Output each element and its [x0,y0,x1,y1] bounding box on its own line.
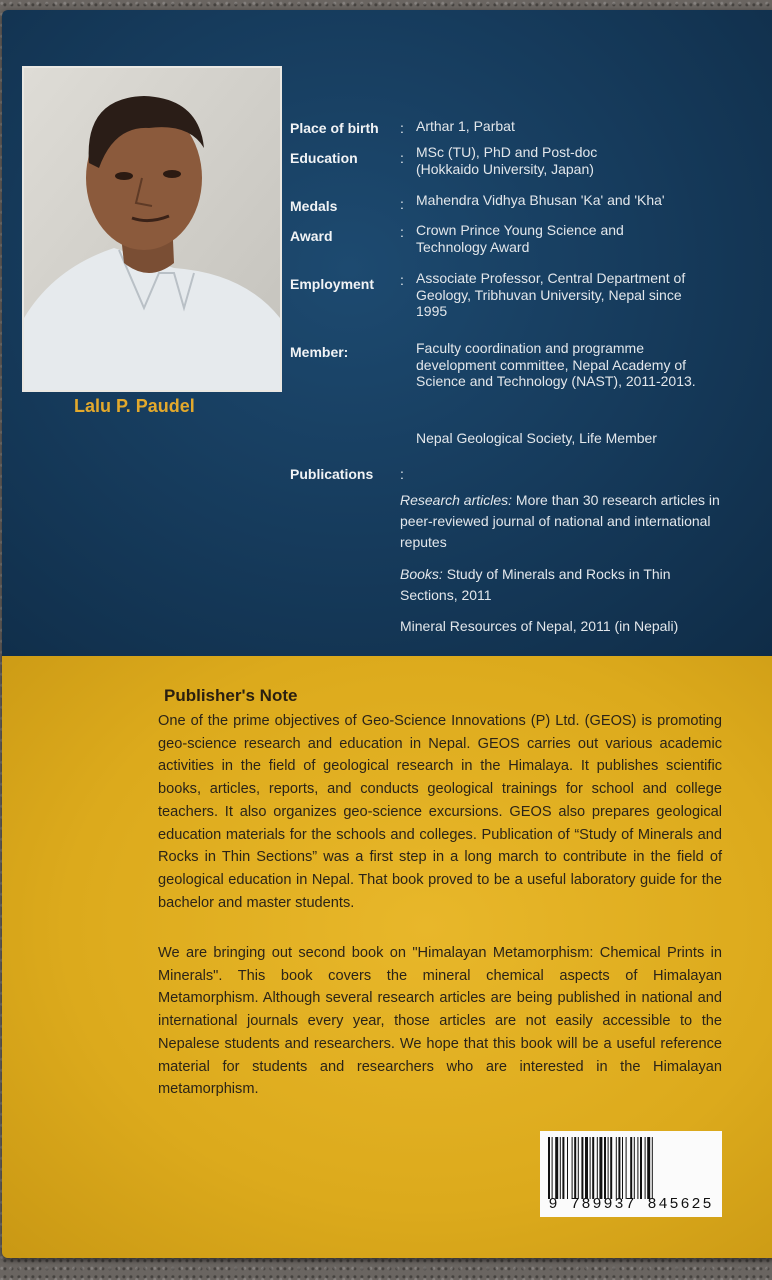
education-label: Education [290,150,358,166]
place-of-birth-label: Place of birth [290,120,379,136]
award-label: Award [290,228,333,244]
employment-label: Employment [290,276,375,292]
employment-value: Associate Professor, Central Department of Geology, Tribhuvan University, Nepal since 1995 [416,270,686,319]
barcode-number: 9 789937 845625 [548,1196,714,1213]
colon: : [400,120,404,136]
colon: : [400,150,404,166]
colon: : [400,196,404,212]
member-value-nast: Faculty coordination and programme development committee, Nepal Academy of Science and Technology (NAST), 2011-2013. [416,340,696,389]
publishers-note-title: Publisher's Note [164,686,298,705]
publishers-note-paragraph-1: One of the prime objectives of Geo-Science Innovations (P) Ltd. (GEOS) is promoting geo-science research and education in Nepal. GEOS carries out various academic activities in the field of geological research in the Himalaya. It publishes scientific books, articles, reports, and conducts geological trainings for school and college teachers. It also organizes geo-science excursions. GEOS also prepares geological education materials for the schools and colleges. Publication of “Study of Minerals and Rocks in Thin Sections” was a first step in a long march to contribute in the field of geological education in Nepal. That book proved to be a useful laboratory guide for the bachelor and master students. [158,713,722,911]
research-articles-label: Research articles: [400,492,513,508]
education-value: MSc (TU), PhD and Post-doc (Hokkaido University, Japan) [416,144,598,177]
medals-label: Medals [290,198,338,214]
publications-label: Publications [290,466,374,482]
barcode-bars [540,1137,722,1199]
colon: : [400,272,404,288]
colon: : [400,466,404,482]
research-articles-text: Research articles: More than 30 research articles in peer-reviewed journal of national and international reputes [400,492,720,550]
publishers-note-paragraph-2: We are bringing out second book on "Himalayan Metamorphism: Chemical Prints in Minerals". This book covers the mineral chemical aspects of Himalayan Metamorphism. Although several research articles are being published in national and international journals every year, those articles are not easily accessible to the Nepalese students and researchers. We hope that this book will be a useful reference material for students and researchers who are interested in the Himalayan metamorphism. [158,945,722,1098]
medals-value: Mahendra Vidhya Bhusan 'Ka' and 'Kha' [416,192,665,208]
award-value: Crown Prince Young Science and Technology Award [416,222,624,255]
member-label: Member: [290,344,349,360]
other-book-text: Mineral Resources of Nepal, 2011 (in Nepali) [400,618,679,634]
isbn-barcode [540,1131,722,1217]
books-text: Books: Study of Minerals and Rocks in Thin Sections, 2011 [400,566,671,603]
member-value-ngs: Nepal Geological Society, Life Member [416,430,657,446]
book-back-cover [2,10,772,1258]
author-name: Lalu P. Paudel [74,396,195,416]
place-of-birth-value: Arthar 1, Parbat [416,118,515,134]
colon: : [400,224,404,240]
author-photo [22,66,282,392]
books-label: Books: [400,566,443,582]
